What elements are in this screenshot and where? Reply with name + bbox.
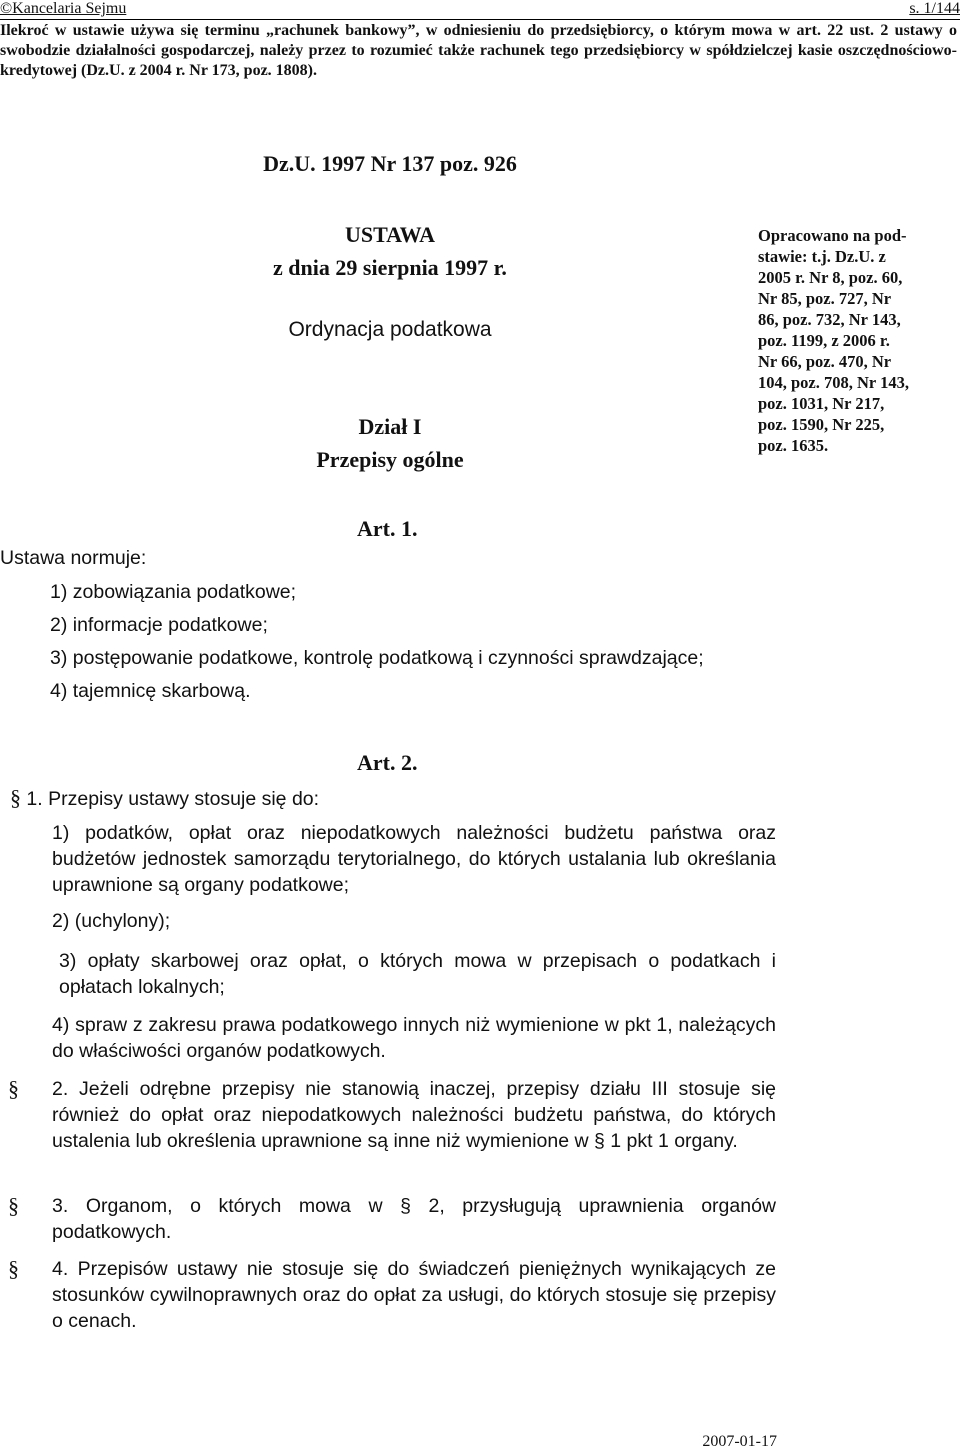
consolidation-line: 86, poz. 732, Nr 143, [758, 310, 901, 329]
section-symbol: § [8, 1076, 19, 1101]
article-2-heading: Art. 2. [357, 750, 418, 775]
section-text: 1. Przepisy ustawy stosuje się do: [26, 788, 320, 810]
article-2-point: 3) opłaty skarbowej oraz opłat, o których mowa w przepisach o podatkach i opłatach lokalnych; [59, 950, 776, 998]
article-1-heading: Art. 1. [357, 516, 418, 541]
article-2-point: 2) (uchylony); [52, 910, 171, 932]
intro-note: Ilekroć w ustawie używa się terminu „rachunek bankowy”, w odniesieniu do przedsiębiorcy, o którym mowa w art. 22 ust. 2 ustawy o swobodzie działalności gospodarczej, należy przez to rozumieć także rachunek tego przedsiębiorcy w spółdzielczej kasie oszczędnościowo-kredytowej (Dz.U. z 2004 r. Nr 173, poz. 1808). [0, 22, 957, 79]
article-1-item: 3) postępowanie podatkowe, kontrolę podatkową i czynności sprawdzające; [50, 647, 704, 669]
act-date: z dnia 29 sierpnia 1997 r. [273, 255, 507, 280]
act-type: USTAWA [344, 222, 436, 247]
article-1-item: 2) informacje podatkowe; [50, 614, 268, 636]
division-title: Przepisy ogólne [316, 447, 464, 472]
act-name: Ordynacja podatkowa [288, 318, 492, 341]
article-2-point: 4) spraw z zakresu prawa podatkowego innych niż wymienione w pkt 1, należących do właściwości organów podatkowych. [52, 1014, 776, 1062]
header-rule [0, 19, 960, 20]
consolidation-line: poz. 1031, Nr 217, [758, 394, 885, 413]
consolidation-line: poz. 1635. [758, 436, 829, 455]
journal-reference: Dz.U. 1997 Nr 137 poz. 926 [263, 151, 517, 176]
division-number: Dział I [358, 414, 422, 439]
consolidation-line: Opracowano na pod- [758, 226, 907, 245]
article-2-section-4: 4. Przepisów ustawy nie stosuje się do świadczeń pieniężnych wynikających ze stosunków cywilnoprawnych oraz do opłat za usługi, do których stosuje się przepisy o cenach. [52, 1258, 776, 1332]
consolidation-line: Nr 66, poz. 470, Nr [758, 352, 892, 371]
consolidation-line: poz. 1199, z 2006 r. [758, 331, 890, 350]
section-symbol: § [10, 785, 21, 810]
header-copyright: ©Kancelaria Sejmu [0, 0, 127, 17]
article-1-intro: Ustawa normuje: [0, 547, 147, 569]
section-symbol: § [8, 1256, 19, 1281]
consolidation-line: poz. 1590, Nr 225, [758, 415, 885, 434]
consolidation-line: 2005 r. Nr 8, poz. 60, [758, 268, 903, 287]
article-1-item: 4) tajemnicę skarbową. [50, 680, 251, 702]
article-2-section-3: 3. Organom, o których mowa w § 2, przysługują uprawnienia organów podatkowych. [52, 1195, 776, 1243]
article-2-section-2: 2. Jeżeli odrębne przepisy nie stanowią inaczej, przepisy działu III stosuje się również do opłat oraz niepodatkowych należności budżetu państwa, do których ustalenia lub określenia uprawnione są inne niż wymienione w § 1 pkt 1 organy. [52, 1078, 776, 1152]
article-2-point: 1) podatków, opłat oraz niepodatkowych należności budżetu państwa oraz budżetów jednostek samorządu terytorialnego, do których ustalania lub określania uprawnione są organy podatkowe; [52, 822, 776, 896]
section-symbol: § [8, 1193, 19, 1218]
consolidation-note [758, 225, 958, 456]
consolidation-line: Nr 85, poz. 727, Nr [758, 289, 892, 308]
footer-date: 2007-01-17 [702, 1433, 777, 1450]
page-number: s. 1/144 [909, 0, 960, 17]
consolidation-line: stawie: t.j. Dz.U. z [758, 247, 886, 266]
article-1-item: 1) zobowiązania podatkowe; [50, 581, 297, 603]
consolidation-line: 104, poz. 708, Nr 143, [758, 373, 909, 392]
article-2-section-1 [10, 785, 319, 811]
